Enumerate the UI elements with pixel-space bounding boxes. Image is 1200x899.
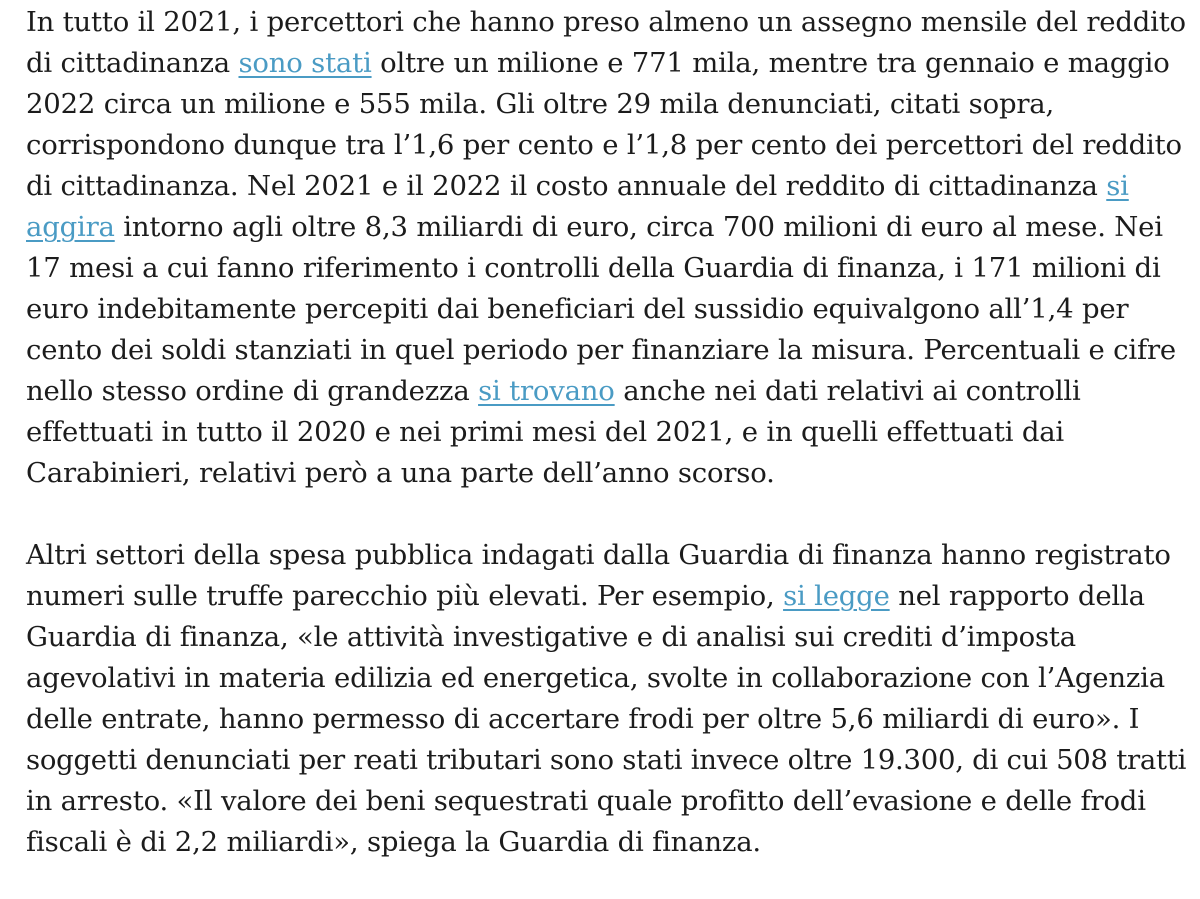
- inline-source-link[interactable]: si trovano: [478, 375, 615, 407]
- inline-source-link[interactable]: sono stati: [238, 47, 372, 79]
- text-line: [26, 166, 1186, 207]
- text-run: di cittadinanza: [26, 47, 239, 79]
- text-line: [26, 699, 1186, 740]
- inline-source-link[interactable]: si legge: [783, 580, 890, 612]
- inline-source-link[interactable]: si: [1106, 170, 1129, 202]
- article-paragraph: [26, 2, 1186, 494]
- article-paragraph: [26, 535, 1186, 863]
- text-line: [26, 371, 1186, 412]
- text-line: [26, 658, 1186, 699]
- text-line: [26, 330, 1186, 371]
- text-run: 2022 circa un milione e 555 mila. Gli oltre 29 mila denunciati, citati sopra,: [26, 88, 1055, 120]
- text-run: corrispondono dunque tra l’1,6 per cento e l’1,8 per cento dei percettori del reddito: [26, 129, 1182, 161]
- text-line: [26, 207, 1186, 248]
- text-run: Altri settori della spesa pubblica indagati dalla Guardia di finanza hanno registrato: [26, 539, 1171, 571]
- text-run: Carabinieri, relativi però a una parte dell’anno scorso.: [26, 457, 775, 489]
- text-line: [26, 535, 1186, 576]
- article-body: [26, 2, 1186, 863]
- text-run: in arresto. «Il valore dei beni sequestrati quale profitto dell’evasione e delle frodi: [26, 785, 1146, 817]
- text-line: [26, 125, 1186, 166]
- text-run: agevolativi in materia edilizia ed energetica, svolte in collaborazione con l’Agenzia: [26, 662, 1165, 694]
- text-line: [26, 822, 1186, 863]
- text-run: di cittadinanza. Nel 2021 e il 2022 il costo annuale del reddito di cittadinanza: [26, 170, 1107, 202]
- text-line: [26, 412, 1186, 453]
- text-line: [26, 617, 1186, 658]
- text-line: [26, 453, 1186, 494]
- inline-source-link[interactable]: aggira: [26, 211, 115, 243]
- text-run: anche nei dati relativi ai controlli: [614, 375, 1081, 407]
- text-line: [26, 289, 1186, 330]
- text-run: 17 mesi a cui fanno riferimento i controlli della Guardia di finanza, i 171 milioni di: [26, 252, 1161, 284]
- text-run: oltre un milione e 771 mila, mentre tra gennaio e maggio: [371, 47, 1170, 79]
- text-run: soggetti denunciati per reati tributari sono stati invece oltre 19.300, di cui 508 tratti: [26, 744, 1187, 776]
- text-run: cento dei soldi stanziati in quel periodo per finanziare la misura. Percentuali e cifre: [26, 334, 1176, 366]
- text-line: [26, 576, 1186, 617]
- text-run: In tutto il 2021, i percettori che hanno preso almeno un assegno mensile del reddito: [26, 6, 1186, 38]
- text-run: numeri sulle truffe parecchio più elevati. Per esempio,: [26, 580, 784, 612]
- text-line: [26, 740, 1186, 781]
- text-line: [26, 248, 1186, 289]
- text-run: nello stesso ordine di grandezza: [26, 375, 479, 407]
- text-line: [26, 781, 1186, 822]
- text-run: delle entrate, hanno permesso di accertare frodi per oltre 5,6 miliardi di euro». I: [26, 703, 1140, 735]
- text-run: Guardia di finanza, «le attività investigative e di analisi sui crediti d’imposta: [26, 621, 1076, 653]
- text-line: [26, 2, 1186, 43]
- text-run: nel rapporto della: [889, 580, 1145, 612]
- text-run: fiscali è di 2,2 miliardi», spiega la Guardia di finanza.: [26, 826, 761, 858]
- text-line: [26, 43, 1186, 84]
- text-run: intorno agli oltre 8,3 miliardi di euro, circa 700 milioni di euro al mese. Nei: [114, 211, 1163, 243]
- text-run: euro indebitamente percepiti dai beneficiari del sussidio equivalgono all’1,4 per: [26, 293, 1129, 325]
- text-line: [26, 84, 1186, 125]
- text-run: effettuati in tutto il 2020 e nei primi mesi del 2021, e in quelli effettuati dai: [26, 416, 1065, 448]
